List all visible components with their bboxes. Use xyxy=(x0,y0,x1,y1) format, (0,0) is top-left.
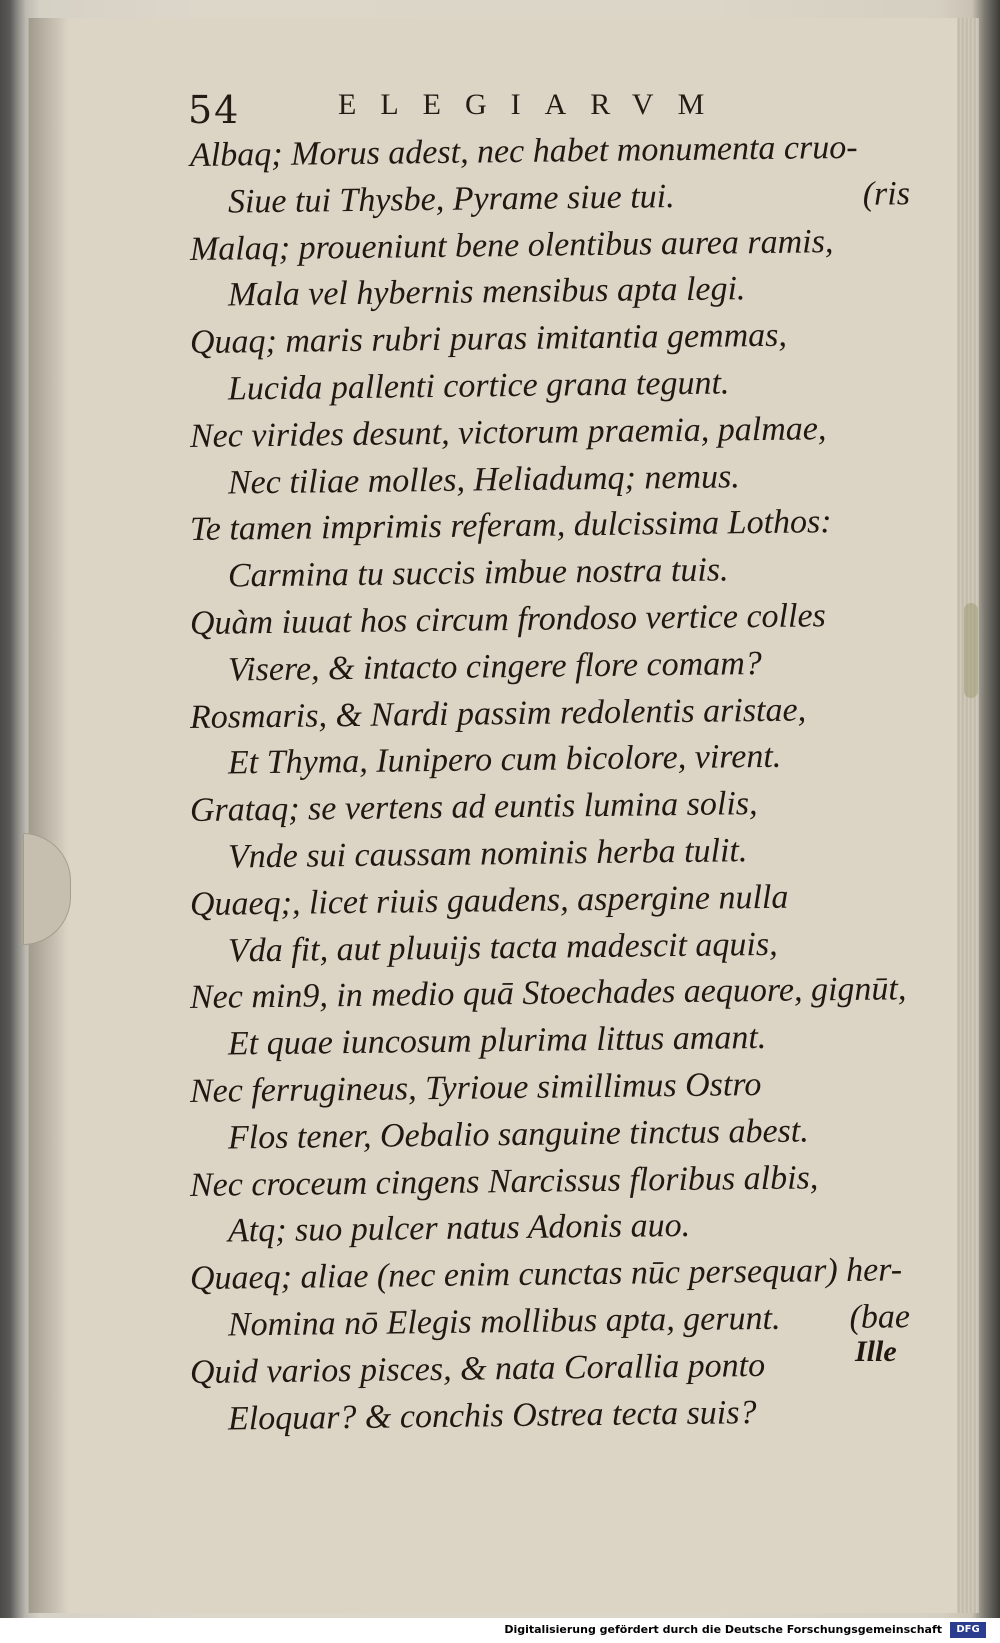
line-text: Malaq; proueniunt bene olentibus aurea ramis, xyxy=(189,222,834,268)
line-text: Vnde sui caussam nominis herba tulit. xyxy=(227,832,748,876)
text-line xyxy=(190,873,931,929)
line-text: Nec tiliae molles, Heliadumq; nemus. xyxy=(227,457,740,502)
line-text: Quid varios pisces, & nata Corallia ponto xyxy=(189,1346,766,1391)
line-text: Lucida pallenti cortice grana tegunt. xyxy=(227,364,730,408)
line-text: Atq; suo pulcer natus Adonis auo. xyxy=(227,1207,691,1250)
line-text: Albaq; Morus adest, nec habet monumenta cruo- xyxy=(189,128,858,174)
catchword: Ille xyxy=(855,1335,897,1368)
funding-credit: Digitalisierung gefördert durch die Deutsche Forschungsgemeinschaft xyxy=(504,1623,942,1636)
text-line xyxy=(190,1107,931,1163)
turnover-text: (bae xyxy=(849,1298,911,1336)
line-text: Nec virides desunt, victorum praemia, palmae, xyxy=(189,410,827,455)
spine-shadow xyxy=(29,18,69,1613)
running-head: ELEGIARVM xyxy=(338,88,729,121)
line-text: Nec min9, in medio quā Stoechades aequore, gignūt, xyxy=(189,970,907,1017)
poem-text xyxy=(189,128,930,1443)
line-text: Mala vel hybernis mensibus apta legi. xyxy=(227,270,746,314)
page-number: 54 xyxy=(188,88,241,132)
line-text: Nec croceum cingens Narcissus floribus albis, xyxy=(189,1158,819,1204)
footer-bar xyxy=(0,1618,1000,1643)
dfg-logo: DFG xyxy=(950,1622,986,1638)
line-text: Et quae iuncosum plurima littus amant. xyxy=(227,1019,767,1063)
line-text: Vda fit, aut pluuijs tacta madescit aquis, xyxy=(227,925,778,970)
line-text: Quaeq;, licet riuis gaudens, aspergine nulla xyxy=(189,878,789,923)
line-text: Eloquar? & conchis Ostrea tecta suis? xyxy=(227,1393,757,1438)
page-stain xyxy=(964,603,978,698)
text-line xyxy=(190,405,931,461)
page-edge xyxy=(957,18,979,1613)
line-text: Quaeq; aliae (nec enim cunctas nūc persequar) her- xyxy=(189,1251,903,1298)
line-text: Grataq; se vertens ad euntis lumina solis, xyxy=(189,785,758,830)
line-text: Rosmaris, & Nardi passim redolentis aristae, xyxy=(189,691,807,736)
text-line xyxy=(190,1387,931,1443)
turnover-text: (ris xyxy=(862,175,911,213)
line-text: Quaq; maris rubri puras imitantia gemmas, xyxy=(189,316,788,362)
line-text: Et Thyma, Iunipero cum bicolore, virent. xyxy=(227,738,782,782)
line-text: Flos tener, Oebalio sanguine tinctus abest. xyxy=(227,1112,809,1157)
line-text: Carmina tu succis imbue nostra tuis. xyxy=(227,551,729,595)
text-line xyxy=(190,639,931,695)
text-line xyxy=(190,171,931,227)
line-text: Te tamen imprimis referam, dulcissima Lothos: xyxy=(189,503,832,549)
line-text: Nec ferrugineus, Tyrioue simillimus Ostro xyxy=(189,1065,762,1110)
line-text: Quàm iuuat hos circum frondoso vertice colles xyxy=(189,597,826,642)
line-text: Nomina nō Elegis mollibus apta, gerunt. xyxy=(227,1299,781,1344)
line-text: Visere, & intacto cingere flore comam? xyxy=(227,644,762,689)
line-text: Siue tui Thysbe, Pyrame siue tui. xyxy=(227,177,675,221)
text-line xyxy=(190,1341,931,1397)
